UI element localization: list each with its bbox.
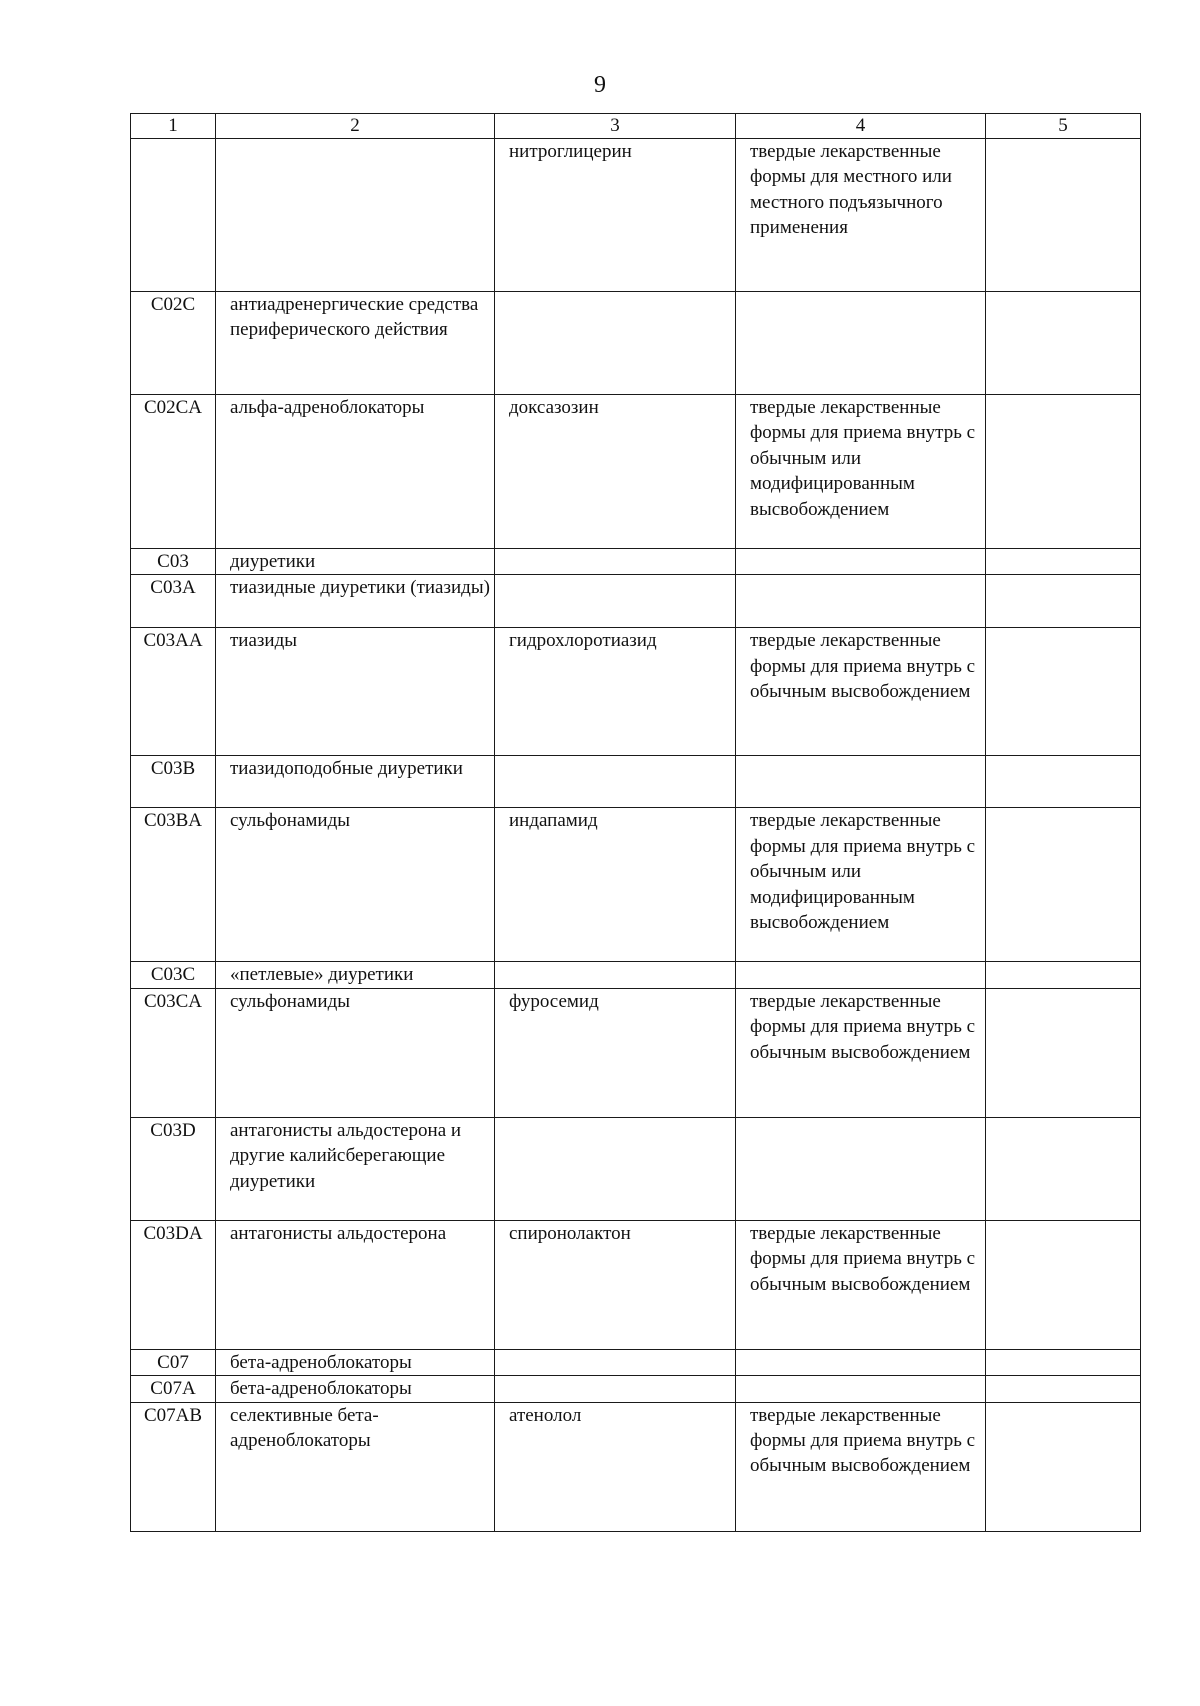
table-row	[131, 1402, 1141, 1531]
note-cell	[986, 549, 1141, 575]
table-row	[131, 1117, 1141, 1220]
table-row	[131, 292, 1141, 395]
note-cell	[986, 395, 1141, 549]
drug-name: атенолол	[495, 1402, 736, 1531]
dosage-form: твердые лекарственные формы для приема внутрь с обычным высвобождением	[736, 988, 986, 1117]
dosage-form	[736, 962, 986, 988]
dosage-form: твердые лекарственные формы для приема внутрь с обычным или модифицированным высвобождением	[736, 395, 986, 549]
table-row	[131, 549, 1141, 575]
table-row	[131, 808, 1141, 962]
drug-name: нитроглицерин	[495, 139, 736, 292]
dosage-form	[736, 1376, 986, 1402]
header-cell-4: 4	[736, 114, 986, 139]
pharmacological-group: бета-адреноблокаторы	[216, 1376, 495, 1402]
drug-name	[495, 292, 736, 395]
atc-code: C03AA	[131, 628, 216, 756]
atc-code: C02C	[131, 292, 216, 395]
dosage-form	[736, 292, 986, 395]
table-row	[131, 139, 1141, 292]
table-row	[131, 628, 1141, 756]
note-cell	[986, 1349, 1141, 1375]
pharmacological-group: альфа-адреноблокаторы	[216, 395, 495, 549]
header-cell-5: 5	[986, 114, 1141, 139]
dosage-form	[736, 756, 986, 808]
dosage-form	[736, 549, 986, 575]
drug-name: фуросемид	[495, 988, 736, 1117]
pharmacological-group: сульфонамиды	[216, 988, 495, 1117]
note-cell	[986, 292, 1141, 395]
atc-code: C03D	[131, 1117, 216, 1220]
table-row	[131, 756, 1141, 808]
atc-code: C03C	[131, 962, 216, 988]
pharmacological-group: антагонисты альдостерона	[216, 1220, 495, 1349]
note-cell	[986, 808, 1141, 962]
table-row	[131, 988, 1141, 1117]
drug-name: гидрохлоротиазид	[495, 628, 736, 756]
note-cell	[986, 139, 1141, 292]
atc-code: C03BA	[131, 808, 216, 962]
atc-code: C03DA	[131, 1220, 216, 1349]
pharmacological-group: тиазиды	[216, 628, 495, 756]
header-cell-3: 3	[495, 114, 736, 139]
drug-name	[495, 756, 736, 808]
page-number: 9	[594, 72, 606, 98]
drug-name: индапамид	[495, 808, 736, 962]
pharmacological-group	[216, 139, 495, 292]
pharmacological-group: сульфонамиды	[216, 808, 495, 962]
pharmacological-group: антагонисты альдостерона и другие калийсберегающие диуретики	[216, 1117, 495, 1220]
drug-name: спиронолактон	[495, 1220, 736, 1349]
pharmacological-group: тиазидоподобные диуретики	[216, 756, 495, 808]
header-cell-2: 2	[216, 114, 495, 139]
pharmacological-group: тиазидные диуретики (тиазиды)	[216, 575, 495, 628]
table-row	[131, 1376, 1141, 1402]
drug-name	[495, 575, 736, 628]
dosage-form	[736, 1349, 986, 1375]
drug-name	[495, 962, 736, 988]
table-row	[131, 395, 1141, 549]
atc-code: C03CA	[131, 988, 216, 1117]
note-cell	[986, 988, 1141, 1117]
pharmacological-group: антиадренергические средства периферического действия	[216, 292, 495, 395]
pharmacological-group: селективные бета-адреноблокаторы	[216, 1402, 495, 1531]
dosage-form: твердые лекарственные формы для приема внутрь с обычным высвобождением	[736, 1402, 986, 1531]
note-cell	[986, 628, 1141, 756]
drug-name	[495, 1376, 736, 1402]
drug-name	[495, 1117, 736, 1220]
pharmacological-group: бета-адреноблокаторы	[216, 1349, 495, 1375]
note-cell	[986, 1402, 1141, 1531]
note-cell	[986, 1220, 1141, 1349]
note-cell	[986, 1376, 1141, 1402]
note-cell	[986, 575, 1141, 628]
atc-code: C03A	[131, 575, 216, 628]
atc-code: C07AB	[131, 1402, 216, 1531]
atc-code: C07A	[131, 1376, 216, 1402]
dosage-form: твердые лекарственные формы для приема внутрь с обычным высвобождением	[736, 1220, 986, 1349]
dosage-form: твердые лекарственные формы для приема внутрь с обычным высвобождением	[736, 628, 986, 756]
dosage-form: твердые лекарственные формы для приема внутрь с обычным или модифицированным высвобождением	[736, 808, 986, 962]
table-row	[131, 1220, 1141, 1349]
pharmacological-group: «петлевые» диуретики	[216, 962, 495, 988]
table-row	[131, 1349, 1141, 1375]
table-header-row	[131, 114, 1141, 139]
dosage-form	[736, 575, 986, 628]
atc-code: C07	[131, 1349, 216, 1375]
drug-name	[495, 1349, 736, 1375]
atc-code: C03B	[131, 756, 216, 808]
note-cell	[986, 756, 1141, 808]
drug-name: доксазозин	[495, 395, 736, 549]
atc-code: C03	[131, 549, 216, 575]
dosage-form: твердые лекарственные формы для местного или местного подъязычного применения	[736, 139, 986, 292]
atc-code	[131, 139, 216, 292]
dosage-form	[736, 1117, 986, 1220]
table-row	[131, 575, 1141, 628]
atc-code: C02CA	[131, 395, 216, 549]
table-row	[131, 962, 1141, 988]
drug-table	[130, 113, 1141, 1532]
pharmacological-group: диуретики	[216, 549, 495, 575]
header-cell-1: 1	[131, 114, 216, 139]
drug-name	[495, 549, 736, 575]
note-cell	[986, 962, 1141, 988]
note-cell	[986, 1117, 1141, 1220]
